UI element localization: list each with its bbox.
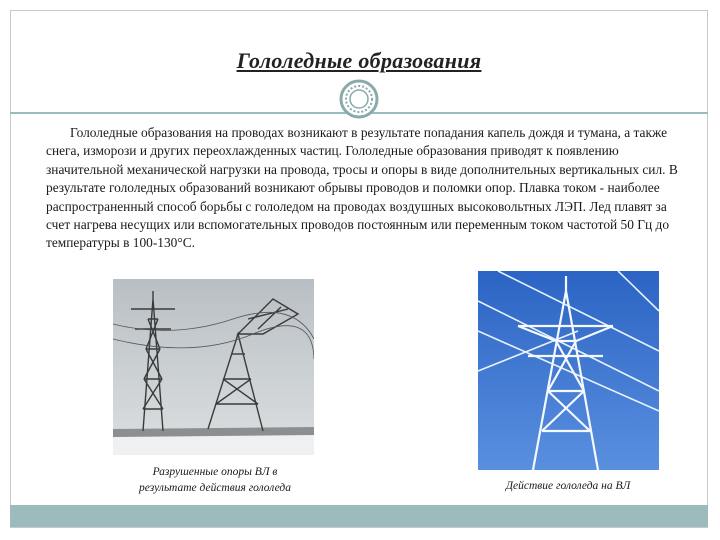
- slide-title: Гололедные образования: [236, 48, 482, 73]
- caption-icy-tower: Действие гололеда на ВЛ: [505, 480, 631, 492]
- photo-icy-tower: [478, 271, 659, 470]
- caption-left-line2: результате действия гололеда: [139, 482, 291, 494]
- icy-tower-image: [478, 271, 659, 470]
- footer-bar: [10, 505, 708, 527]
- body-paragraph: Гололедные образования на проводах возникают в результате попадания капель дождя и тумана, а также снега, изморози и других переохлажденных частиц. Гололедные образования приводят к появлению значительной механической нагрузки на провода, тросы и опоры в виде дополнительных вертикальных сил. В результате гололедных образований возникают обрывы проводов и поломки опор. Плавка током - наиболее распространенный способ борьбы с гололедом на проводах воздушных высоковольтных ЛЭП. Лед плавят за счет нагрева несущих или вспомогательных проводов постоянным или переменным током частотой 50 Гц до температуры в 100-130°С.: [46, 125, 678, 251]
- caption-left-line1: Разрушенные опоры ВЛ в: [152, 466, 278, 478]
- photo-damaged-towers: [113, 279, 314, 455]
- damaged-towers-image: [113, 279, 314, 455]
- caption-damaged-towers: [110, 464, 320, 496]
- circle-knot-icon: [339, 79, 379, 119]
